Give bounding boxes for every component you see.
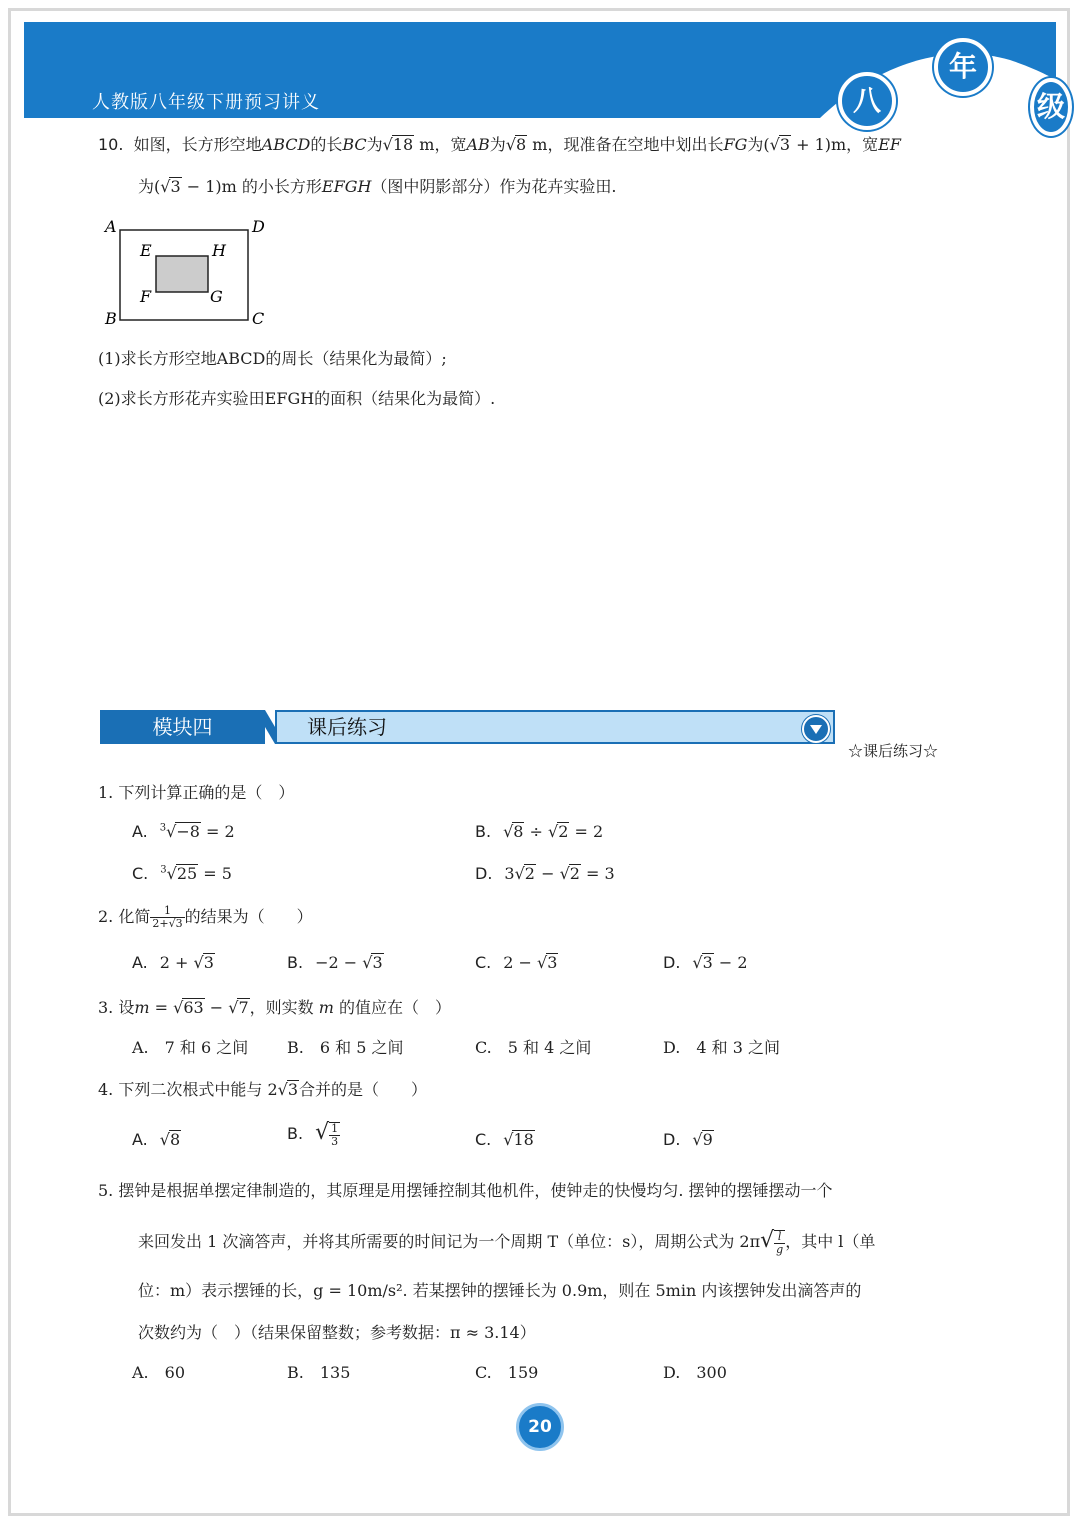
q3-option-a[interactable]: A. 7 和 6 之间	[132, 1038, 249, 1057]
q4-option-a[interactable]: A. √8	[132, 1130, 181, 1149]
q5-option-a[interactable]: A. 60	[132, 1363, 186, 1382]
q4-option-d[interactable]: D. √9	[663, 1130, 713, 1149]
q5-option-b[interactable]: B. 135	[287, 1363, 351, 1382]
grade-char-nian: 年	[934, 38, 992, 96]
q2-option-d[interactable]: D. √3 − 2	[663, 953, 748, 972]
module-title: 课后练习	[275, 710, 835, 744]
q1-option-b[interactable]: B. √8 ÷ √2 = 2	[475, 822, 604, 841]
module-label: 模块四	[100, 710, 265, 744]
label-A: A	[105, 217, 117, 236]
q5-option-d[interactable]: D. 300	[663, 1363, 727, 1382]
label-C: C	[252, 309, 265, 328]
grade-char-ba: 八	[838, 72, 896, 130]
q5-option-c[interactable]: C. 159	[475, 1363, 539, 1382]
label-F: F	[140, 287, 152, 306]
q10-line1: 10. 如图，长方形空地ABCD的长BC为√18 m，宽AB为√8 m，现准备在空地中划出长FG为(√3 + 1)m，宽EF	[98, 135, 901, 154]
q2-fraction: $\frac{1}{2+√3}$	[152, 904, 183, 930]
q1-stem: 1. 下列计算正确的是（ ）	[98, 783, 295, 802]
label-B: B	[105, 309, 117, 328]
q2-option-b[interactable]: B. −2 − √3	[287, 953, 383, 972]
q10-sub1: (1)求长方形空地ABCD的周长（结果化为最简）;	[98, 349, 447, 368]
q5-line3: 位：m）表示摆锤的长，g = 10m/s². 若某摆钟的摆锤长为 0.9m，则在 5min 内该摆钟发出滴答声的	[138, 1281, 862, 1300]
q3-option-d[interactable]: D. 4 和 3 之间	[663, 1038, 780, 1057]
q10-line2: 为(√3 − 1)m 的小长方形EFGH（图中阴影部分）作为花卉实验田.	[138, 177, 617, 196]
q4-option-b[interactable]: B. √ $\frac{1}{3}$	[287, 1120, 339, 1148]
q4-option-c[interactable]: C. √18	[475, 1130, 534, 1149]
rect-efgh-shaded	[156, 256, 208, 292]
module-tag: ☆课后练习☆	[848, 742, 939, 760]
q2-option-c[interactable]: C. 2 − √3	[475, 953, 558, 972]
q10-sub2: (2)求长方形花卉实验田EFGH的面积（结果化为最简）.	[98, 389, 496, 408]
q5-line2: 来回发出 1 次滴答声，并将其所需要的时间记为一个周期 T（单位：s），周期公式为 2π√ $\frac{l}{g}$ ，其中 l（单	[138, 1228, 876, 1256]
q10-figure	[100, 214, 280, 332]
label-E: E	[140, 241, 152, 260]
q2-option-a[interactable]: A. 2 + √3	[132, 953, 214, 972]
q5-line1: 5. 摆钟是根据单摆定律制造的，其原理是用摆锤控制其他机件，使钟走的快慢均匀. 摆钟的摆锤摆动一个	[98, 1181, 833, 1200]
q1-option-d[interactable]: D. 3√2 − √2 = 3	[475, 864, 615, 883]
label-G: G	[210, 287, 223, 306]
q3-option-c[interactable]: C. 5 和 4 之间	[475, 1038, 592, 1057]
grade-char-ji: 级	[1030, 78, 1072, 136]
q2-stem: 2. 化简 $\frac{1}{2+√3}$ 的结果为（ ）	[98, 904, 313, 930]
page-number: 20	[516, 1403, 564, 1451]
label-D: D	[252, 217, 265, 236]
q4-stem: 4. 下列二次根式中能与 2√3合并的是（ ）	[98, 1080, 428, 1099]
q1-option-a[interactable]: A. $^3$√−8 = 2	[132, 822, 235, 841]
module-bar	[100, 710, 835, 744]
q5-line4: 次数约为（ ）（结果保留整数；参考数据：π ≈ 3.14）	[138, 1323, 536, 1342]
q1-option-c[interactable]: C. $^3$√25 = 5	[132, 864, 232, 883]
label-H: H	[212, 241, 226, 260]
header-title: 人教版八年级下册预习讲义	[92, 92, 320, 113]
q3-option-b[interactable]: B. 6 和 5 之间	[287, 1038, 404, 1057]
chevron-down-icon[interactable]	[802, 715, 830, 743]
q3-stem: 3. 设m = √63 − √7，则实数 m 的值应在（ ）	[98, 998, 451, 1017]
